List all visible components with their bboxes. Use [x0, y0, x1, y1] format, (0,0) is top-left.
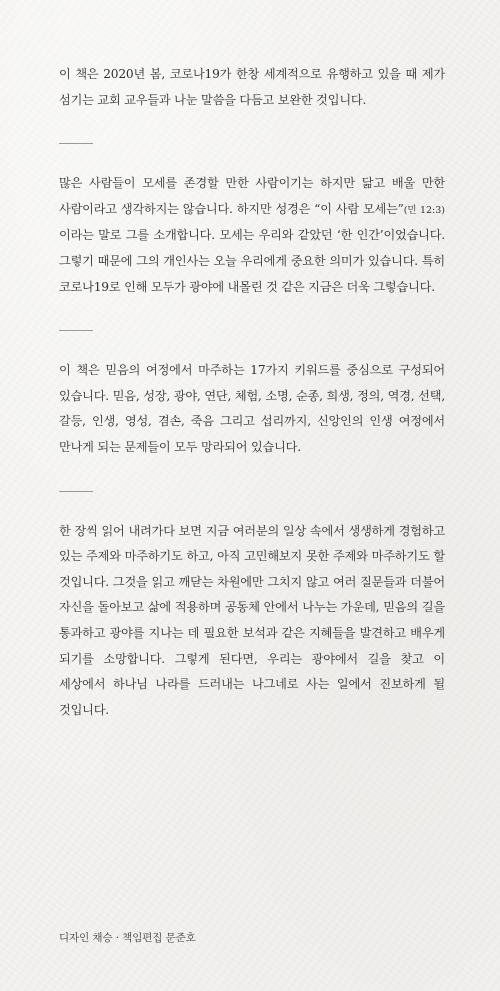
paragraph-2-text-b: 이라는 말로 그를 소개합니다. 모세는 우리와 같았던 ‘한 인간’이었습니다. 그렇기 때문에 그의 개인사는 오늘 우리에게 중요한 의미가 있습니다. 특히 코로나19로 인해 모두가 광야에 내몰린 것 같은 지금은 더욱 그렇습니다.: [59, 228, 445, 294]
section-divider: [59, 143, 93, 144]
paragraph-1: 이 책은 2020년 봄, 코로나19가 한창 세계적으로 유행하고 있을 때 제가 섬기는 교회 교우들과 나눈 말씀을 다듬고 보완한 것입니다.: [59, 67, 445, 107]
paragraph-2: [59, 171, 445, 300]
section-divider: [59, 330, 93, 331]
credits-line: 디자인 채승 · 책임편집 문준호: [59, 932, 196, 944]
paragraph-4: 한 장씩 읽어 내려가다 보면 지금 여러분의 일상 속에서 생생하게 경험하고 있는 주제와 마주하기도 하고, 아직 고민해보지 못한 주제와 마주하기도 할 것입니다. 그것을 읽고 깨닫는 차원에만 그치지 않고 여러 질문들과 더불어 자신을 돌아보고 삶에 적용하며 공동체 안에서 나누는 가운데, 믿음의 길을 통과하고 광야를 지나는 데 필요한 보석과 같은 지혜들을 발견하고 배우게 되기를 소망합니다. 그렇게 된다면, 우리는 광야에서 길을 찾고 이 세상에서 하나님 나라를 드러내는 나그네로 사는 일에서 진보하게 될 것입니다.: [59, 523, 445, 717]
paragraph-2-text-a: 많은 사람들이 모세를 존경할 만한 사람이기는 하지만 닮고 배울 만한 사람이라고 생각하지는 않습니다. 하지만 성경은 “이 사람 모세는”: [59, 176, 445, 216]
body-text: [59, 62, 445, 723]
section-divider: [59, 491, 93, 492]
paragraph-3: 이 책은 믿음의 여정에서 마주하는 17가지 키워드를 중심으로 구성되어 있습니다. 믿음, 성장, 광야, 연단, 체험, 소명, 순종, 희생, 정의, 역경, 선택, 갈등, 인생, 영성, 겸손, 죽음 그리고 섭리까지, 신앙인의 인생 여정에서 만나게 되는 문제들이 모두 망라되어 있습니다.: [59, 363, 445, 454]
scripture-reference: (민 12:3): [403, 204, 445, 216]
